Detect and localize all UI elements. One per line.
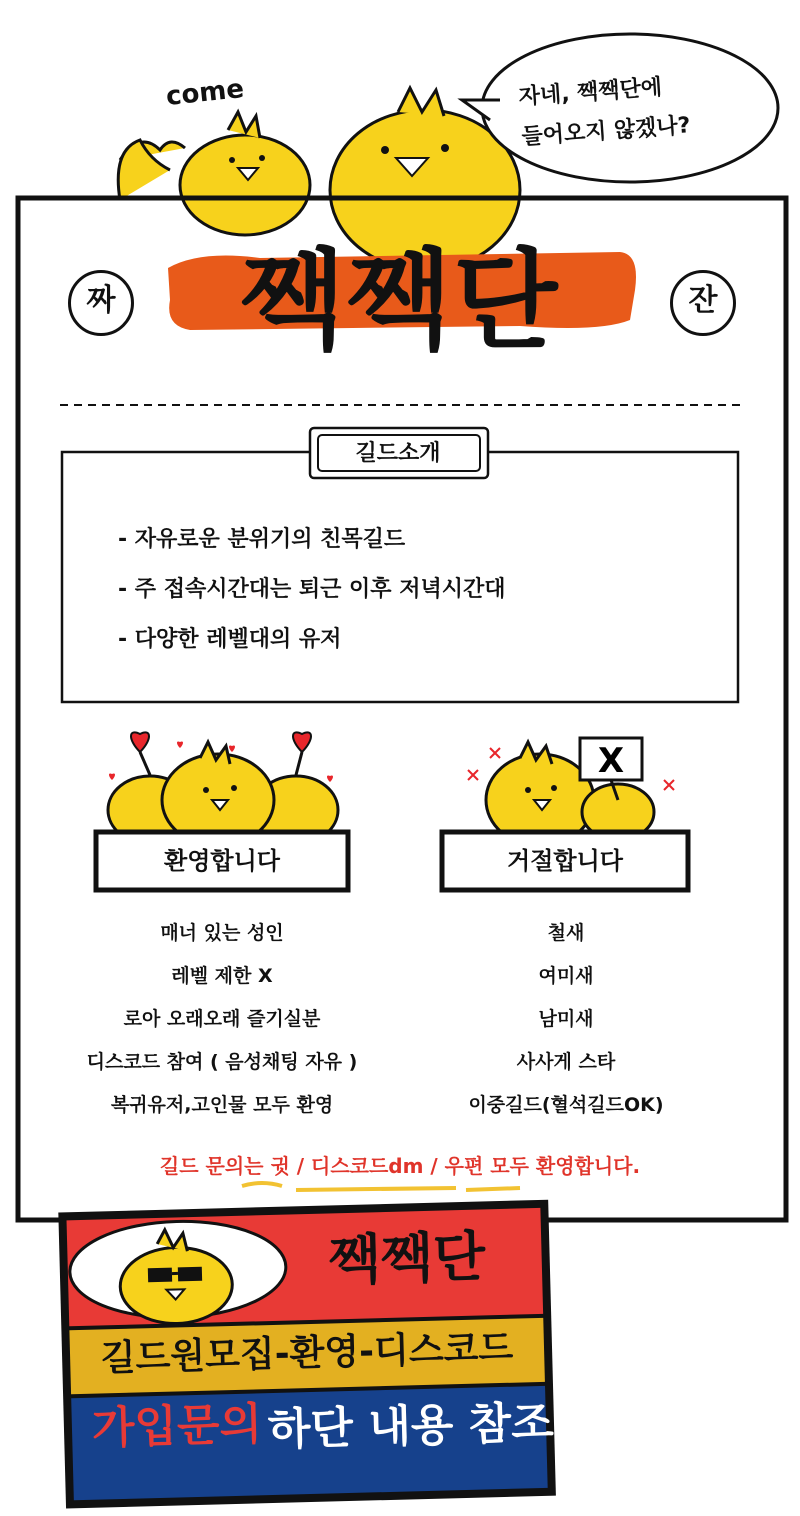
welcome-label: 환영합니다 (164, 847, 280, 875)
bubble-line-2: 들어오지 않겠나? (520, 113, 692, 150)
chick-small-illustration (118, 112, 310, 235)
intro-item: - 주 접속시간대는 퇴근 이후 저녁시간대 (118, 577, 506, 602)
reject-item: 여미새 (538, 965, 594, 987)
intro-item: - 다양한 레벨대의 유저 (118, 627, 342, 652)
welcome-item: 복귀유저,고인물 모두 환영 (110, 1094, 334, 1116)
page-title: 짹짹단 (240, 239, 560, 364)
welcome-item: 디스코드 참여 ( 음성채팅 자유 ) (86, 1051, 358, 1073)
welcome-item: 매너 있는 성인 (160, 922, 284, 944)
reject-item: 사사게 스타 (516, 1051, 616, 1073)
intro-item: - 자유로운 분위기의 친목길드 (118, 527, 406, 552)
stamp-left: 짜 (68, 270, 134, 336)
svg-text:X: X (597, 741, 625, 781)
welcome-item: 로아 오래오래 즐기실분 (123, 1008, 321, 1030)
banner-recruit-text: 길드원모집-환영-디스코드 (100, 1327, 514, 1380)
welcome-item: 레벨 제한 X (171, 965, 273, 987)
bubble-line-1: 자네, 짹짹단에 (517, 75, 663, 111)
stamp-right: 잔 (670, 270, 736, 336)
welcome-chicks-illustration (108, 732, 338, 846)
contact-notice: 길드 문의는 귓 / 디스코드dm / 우편 모두 환영합니다. (159, 1154, 641, 1178)
reject-label: 거절합니다 (507, 847, 623, 875)
banner-reference-text: 하단 내용 참조 (267, 1397, 555, 1456)
banner-title: 짹짹단 (327, 1224, 487, 1293)
reject-item: 남미새 (538, 1008, 594, 1030)
reject-item: 철새 (547, 922, 585, 944)
banner-inquiry-text: 가입문의 (91, 1398, 263, 1455)
intro-label: 길드소개 (355, 441, 441, 466)
reject-item: 이중길드(혈석길드OK) (468, 1094, 664, 1116)
speech-bubble-text (517, 62, 752, 158)
come-text: come (164, 74, 246, 112)
